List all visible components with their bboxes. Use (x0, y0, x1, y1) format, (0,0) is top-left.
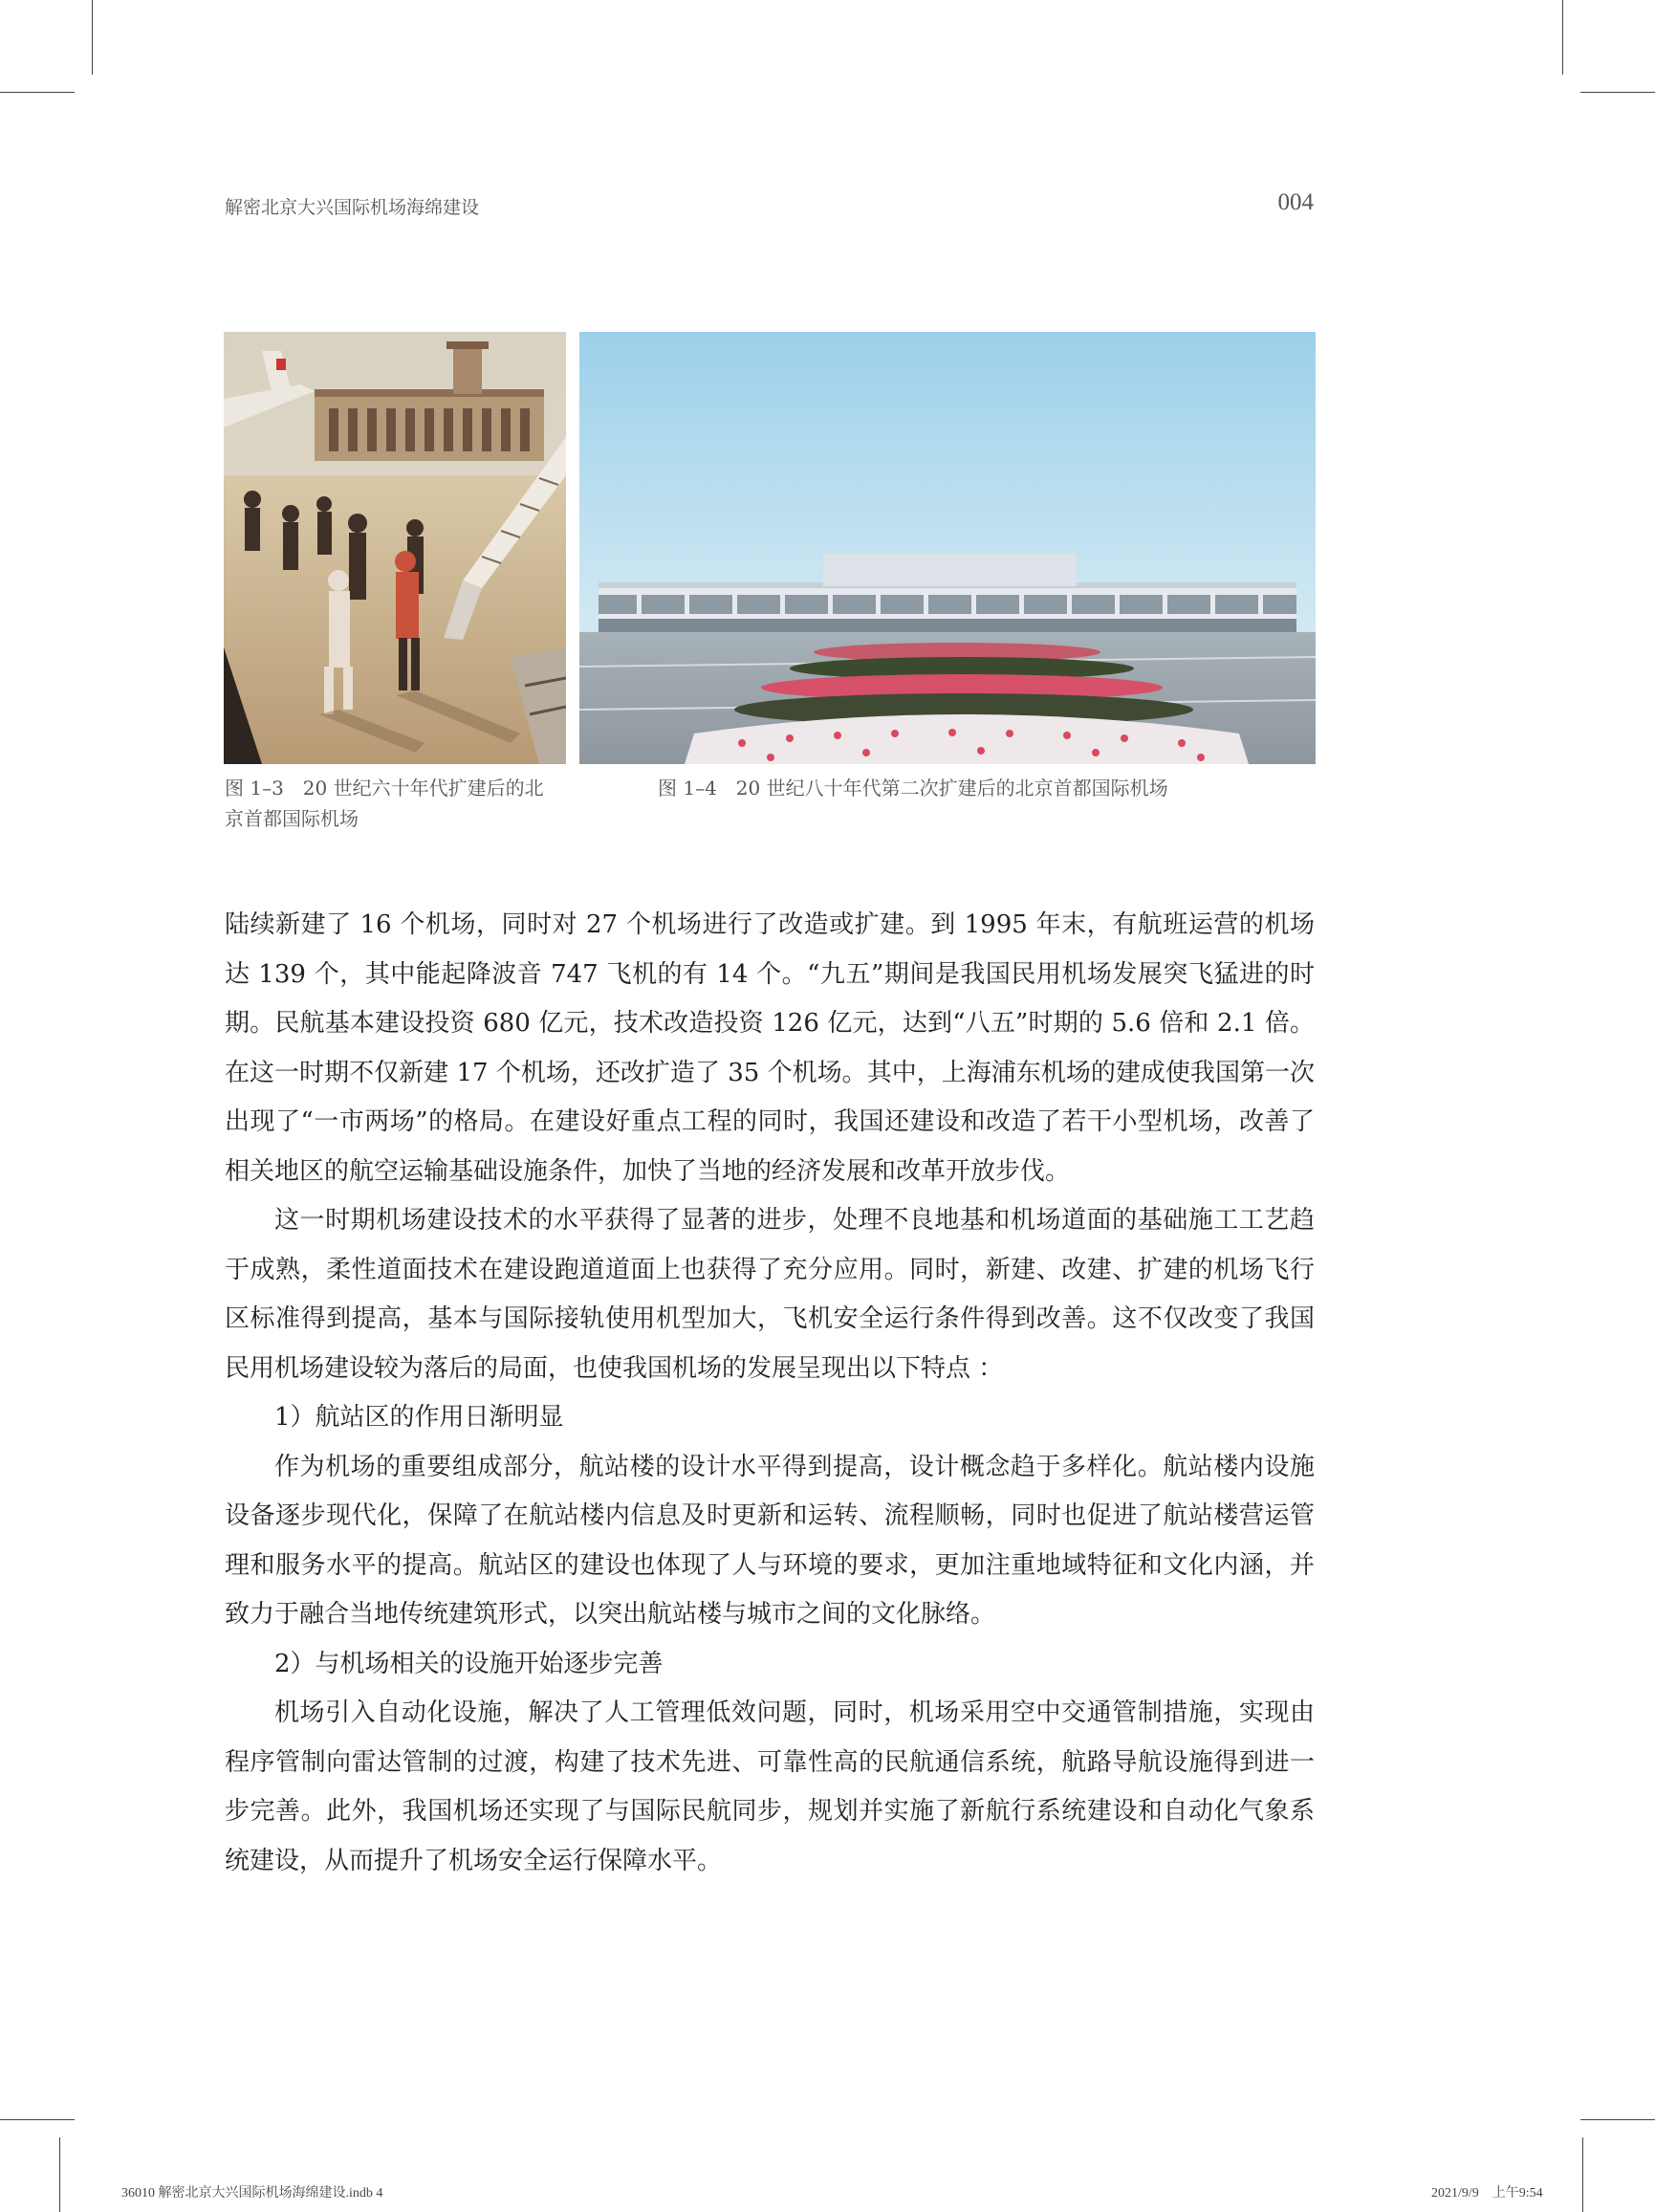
crop-mark (1580, 92, 1655, 93)
body-text (225, 901, 1315, 1886)
paragraph: 机场引入自动化设施，解决了人工管理低效问题，同时，机场采用空中交通管制措施，实现由程序管制向雷达管制的过渡，构建了技术先进、可靠性高的民航通信系统，航路导航设施得到进一步完善。此外，我国机场还实现了与国际民航同步，规划并实施了新航行系统建设和自动化气象系统建设，从而提升了机场安全运行保障水平。 (225, 1698, 1315, 1875)
crop-mark (59, 2137, 60, 2212)
crop-mark (1580, 2119, 1655, 2120)
section-heading: 2）与机场相关的设施开始逐步完善 (274, 1649, 664, 1678)
running-header-title: 解密北京大兴国际机场海绵建设 (225, 197, 480, 218)
paragraph: 作为机场的重要组成部分，航站楼的设计水平得到提高，设计概念趋于多样化。航站楼内设施设备逐步现代化，保障了在航站楼内信息及时更新和运转、流程顺畅，同时也促进了航站楼营运管理和服务水平的提高。航站区的建设也体现了人与环境的要求，更加注重地域特征和文化内涵，并致力于融合当地传统建筑形式，以突出航站楼与城市之间的文化脉络。 (225, 1452, 1315, 1629)
figure-1-4-photo (579, 332, 1316, 764)
page-number: 004 (1277, 189, 1314, 215)
paragraph: 这一时期机场建设技术的水平获得了显著的进步，处理不良地基和机场道面的基础施工工艺趋于成熟，柔性道面技术在建设跑道道面上也获得了充分应用。同时，新建、改建、扩建的机场飞行区标准得到提高，基本与国际接轨使用机型加大，飞机安全运行条件得到改善。这不仅改变了我国民用机场建设较为落后的局面，也使我国机场的发展呈现出以下特点 ： (225, 1206, 1315, 1383)
figure-1-4-caption: 图 1–4 20 世纪八十年代第二次扩建后的北京首都国际机场 (658, 777, 1168, 799)
crop-mark (0, 92, 75, 93)
section-heading: 1）航站区的作用日渐明显 (274, 1403, 564, 1432)
figure-1-3-caption (225, 773, 578, 834)
crop-mark (0, 2119, 75, 2120)
caption-line: 图 1–3 20 世纪六十年代扩建后的北 (225, 777, 544, 799)
crop-mark (1562, 0, 1563, 75)
caption-line: 京首都国际机场 (225, 807, 359, 830)
paragraph: 陆续新建了 16 个机场，同时对 27 个机场进行了改造或扩建。到 1995 年末，有航班运营的机场达 139 个，其中能起降波音 747 飞机的有 14 个。“九五”期间是我国民用机场发展突飞猛进的时期。民航基本建设投资 680 亿元，技术改造投资 126 亿元，达到“八五”时期的 5.6 倍和 2.1 倍。在这一时期不仅新建 17 个机场，还改扩造了 35 个机场。其中，上海浦东机场的建成使我国第一次出现了“一市两场”的格局。在建设好重点工程的同时，我国还建设和改造了若干小型机场，改善了相关地区的航空运输基础设施条件，加快了当地的经济发展和改革开放步伐。 (225, 910, 1315, 1186)
figure-1-3-photo (224, 332, 566, 764)
crop-mark (92, 0, 93, 75)
crop-mark (1582, 2137, 1583, 2212)
footer-file-name: 36010 解密北京大兴国际机场海绵建设.indb 4 (121, 2186, 383, 2201)
footer-timestamp: 2021/9/9 上午9:54 (1431, 2186, 1543, 2201)
